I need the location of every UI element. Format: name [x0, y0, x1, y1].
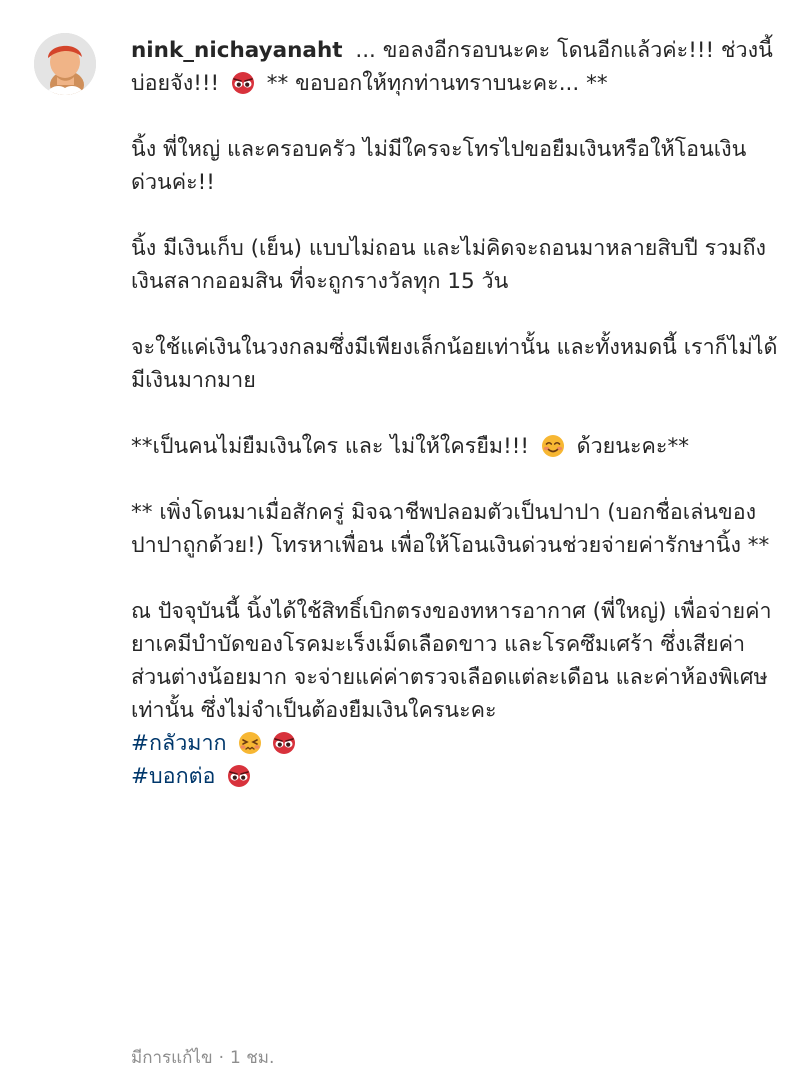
hashtag-link[interactable]: #กลัวมาก	[131, 731, 227, 756]
angry-face-icon	[226, 764, 252, 788]
comment-paragraph	[131, 232, 781, 298]
comment-text: ณ ปัจจุบันนี้ นิ้งได้ใช้สิทธิ์เบิกตรงของทหารอากาศ (พี่ใหญ่) เพื่อจ่ายค่ายาเคมีบำบัดของโรคมะเร็งเม็ดเลือดขาว และโรคซึมเศร้า ซึ่งเสียค่าส่วนต่างน้อยมาก จะจ่ายแค่ค่าตรวจเลือดแต่ละเดือน และค่าห้องพิเศษเท่านั้น ซึ่งไม่จำเป็นต้องยืมเงินใครนะคะ	[131, 599, 772, 723]
smiling-face-icon	[540, 434, 566, 458]
edited-label: มีการแก้ไข	[131, 1048, 213, 1068]
comment-text: ** ขอบอกให้ทุกท่านทราบนะคะ... **	[259, 71, 608, 96]
hashtag-line	[131, 727, 781, 760]
angry-face-icon	[226, 764, 252, 788]
angry-face-icon	[271, 731, 297, 755]
comment-text: **เป็นคนไม่ยืมเงินใคร และ ไม่ให้ใครยืม!!!	[131, 434, 536, 459]
confounded-face-icon	[237, 731, 263, 755]
comment-paragraph	[131, 430, 781, 463]
username-link[interactable]: nink_nichayanaht	[131, 38, 343, 63]
comment-text: จะใช้แค่เงินในวงกลมซึ่งมีเพียงเล็กน้อยเท่านั้น และทั้งหมดนี้ เราก็ไม่ได้มีเงินมากมาย	[131, 335, 778, 393]
comment-meta	[131, 1046, 274, 1070]
comment-paragraph	[131, 34, 781, 100]
timestamp: 1 ชม.	[230, 1048, 275, 1068]
comment-text: นิ้ง พี่ใหญ่ และครอบครัว ไม่มีใครจะโทรไปขอยืมเงินหรือให้โอนเงินด่วนค่ะ!!	[131, 137, 747, 195]
confounded-face-icon	[237, 731, 263, 755]
angry-face-icon	[230, 71, 256, 95]
comment-paragraph	[131, 595, 781, 727]
comment-text: ด้วยนะคะ**	[569, 434, 689, 459]
angry-face-icon	[230, 71, 256, 95]
comment-paragraph	[131, 496, 781, 562]
smiling-face-icon	[540, 434, 566, 458]
comment-paragraph	[131, 133, 781, 199]
hashtag-line	[131, 760, 781, 793]
comment-text: นิ้ง มีเงินเก็บ (เย็น) แบบไม่ถอน และไม่คิดจะถอนมาหลายสิบปี รวมถึงเงินสลากออมสิน ที่จะถูกรางวัลทุก 15 วัน	[131, 236, 766, 294]
avatar[interactable]	[34, 33, 96, 95]
hashtag-link[interactable]: #บอกต่อ	[131, 764, 216, 789]
meta-separator: ·	[218, 1048, 225, 1068]
comment-text: ** เพิ่งโดนมาเมื่อสักครู่ มิจฉาชีพปลอมตัวเป็นปาปา (บอกชื่อเล่นของปาปาถูกด้วย!) โทรหาเพื่อน เพื่อให้โอนเงินด่วนช่วยจ่ายค่ารักษานิ้ง **	[131, 500, 770, 558]
angry-face-icon	[271, 731, 297, 755]
comment-body	[131, 34, 781, 793]
comment-paragraph	[131, 331, 781, 397]
comment-text: ... ขอลงอีกรอบนะคะ โดนอีกแล้วค่ะ!!! ช่วงนี้บ่อยจัง!!!	[131, 38, 773, 96]
profile-photo-icon	[34, 33, 96, 95]
